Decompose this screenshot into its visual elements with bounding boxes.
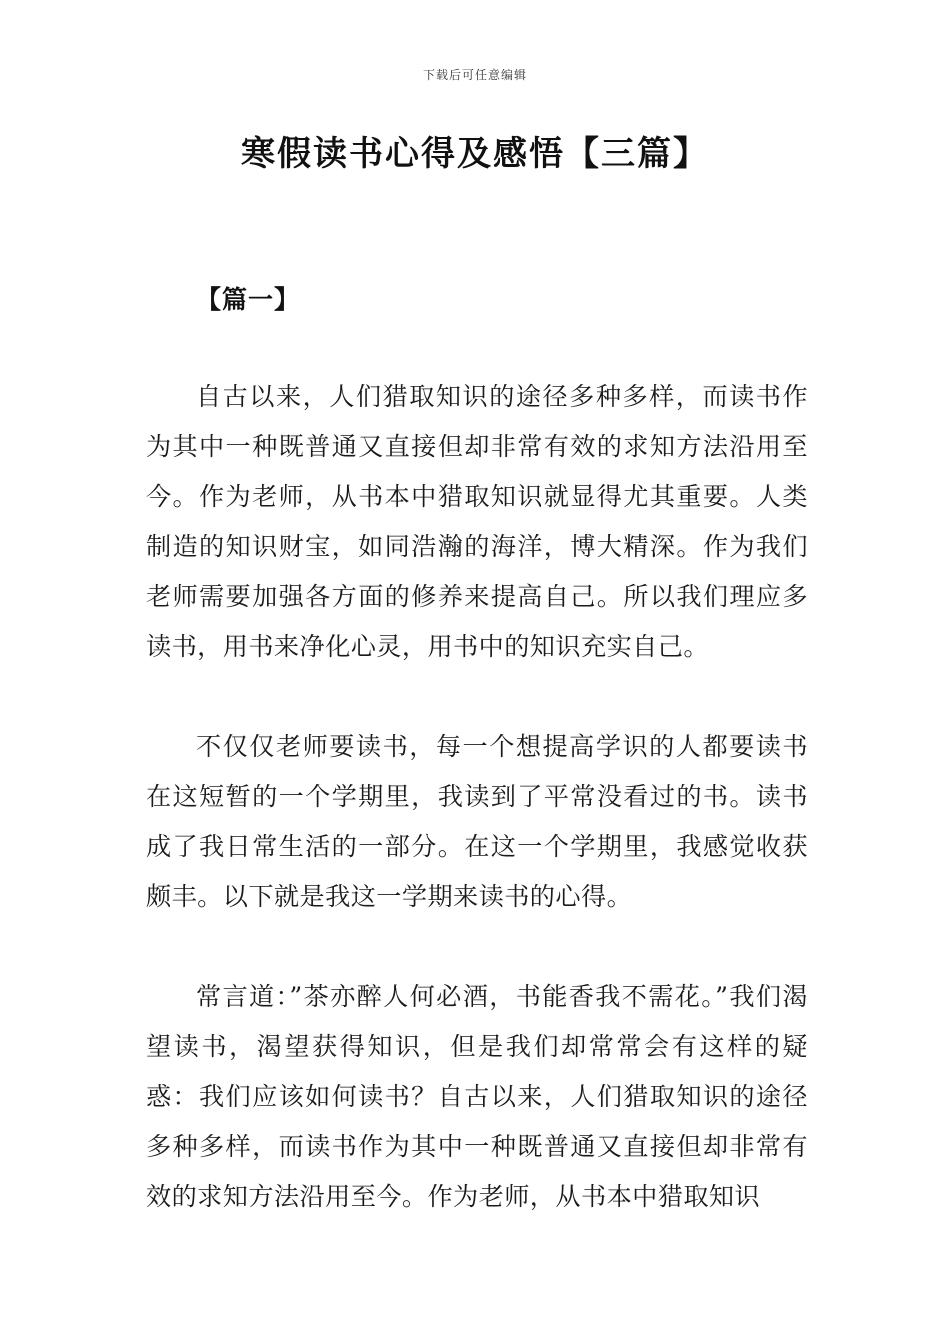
section-heading: 【篇一】: [196, 285, 301, 314]
paragraph: 常言道：”茶亦醉人何必酒，书能香我不需花。”我们渴望读书，渴望获得知识，但是我们却常常会有这样的疑惑：我们应该如何读书？自古以来，人们猎取知识的途径多种多样，而读书作为其中一种既普通又直接但却非常有效的求知方法沿用至今。作为老师，从书本中猎取知识: [146, 982, 808, 1211]
paragraph: 自古以来，人们猎取知识的途径多种多样，而读书作为其中一种既普通又直接但却非常有效的求知方法沿用至今。作为老师，从书本中猎取知识就显得尤其重要。人类制造的知识财宝，如同浩瀚的海洋，博大精深。作为我们老师需要加强各方面的修养来提高自己。所以我们理应多读书，用书来净化心灵，用书中的知识充实自己。: [146, 382, 808, 661]
document-title: 寒假读书心得及感悟【三篇】: [241, 134, 709, 174]
paragraph: 不仅仅老师要读书，每一个想提高学识的人都要读书在这短暂的一个学期里，我读到了平常没看过的书。读书成了我日常生活的一部分。在这一个学期里，我感觉收获颇丰。以下就是我这一学期来读书的心得。: [146, 732, 808, 911]
header-note: 下载后可任意编辑: [422, 68, 527, 82]
